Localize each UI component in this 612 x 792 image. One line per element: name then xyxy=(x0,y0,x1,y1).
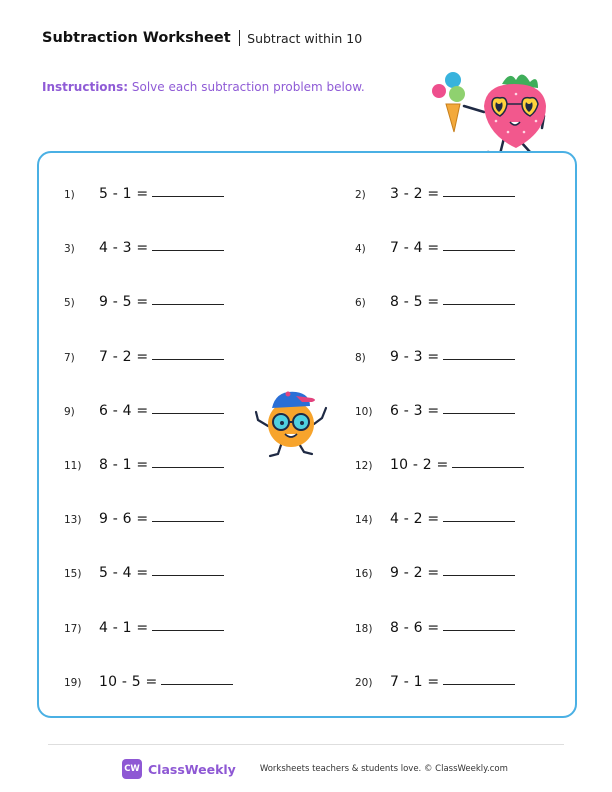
problem-expression: 9 - 6 = xyxy=(99,511,149,528)
footer-divider xyxy=(48,744,564,745)
answer-blank[interactable] xyxy=(452,467,524,468)
problem-number: 18) xyxy=(355,622,373,635)
problem-item xyxy=(64,349,224,365)
answer-blank[interactable] xyxy=(152,521,224,522)
problem-expression: 4 - 2 = xyxy=(390,511,440,528)
problem-expression: 9 - 3 = xyxy=(390,348,440,365)
problem-expression: 10 - 5 = xyxy=(99,673,158,690)
problem-item xyxy=(355,674,515,690)
instructions-label: Instructions: xyxy=(42,80,129,94)
problem-item xyxy=(64,620,224,636)
problem-expression: 10 - 2 = xyxy=(390,457,449,473)
problem-expression: 9 - 2 = xyxy=(390,565,440,582)
answer-blank[interactable] xyxy=(443,359,515,360)
answer-blank[interactable] xyxy=(152,304,224,305)
problem-expression: 7 - 2 = xyxy=(99,348,149,365)
problem-item xyxy=(64,511,224,527)
answer-blank[interactable] xyxy=(152,250,224,251)
problem-item xyxy=(355,620,515,636)
answer-blank[interactable] xyxy=(443,413,515,414)
instructions-text: Solve each subtraction problem below. xyxy=(128,80,365,94)
answer-blank[interactable] xyxy=(443,521,515,522)
answer-blank[interactable] xyxy=(152,359,224,360)
problem-item xyxy=(355,294,515,310)
answer-blank[interactable] xyxy=(152,413,224,414)
problem-item xyxy=(355,403,515,419)
problem-number: 12) xyxy=(355,460,373,472)
problem-item xyxy=(64,240,224,256)
problem-number: 14) xyxy=(355,514,373,527)
problem-expression: 8 - 6 = xyxy=(390,619,440,636)
problem-number: 16) xyxy=(355,568,373,581)
problem-item xyxy=(355,565,515,581)
problem-item xyxy=(64,565,224,581)
problem-expression: 7 - 4 = xyxy=(390,240,440,257)
problem-number: 11) xyxy=(64,460,82,472)
worksheet-header xyxy=(42,27,362,49)
answer-blank[interactable] xyxy=(443,575,515,576)
problem-number: 3) xyxy=(64,243,75,256)
answer-blank[interactable] xyxy=(443,250,515,251)
problem-item xyxy=(355,349,515,365)
problem-item xyxy=(355,511,515,527)
answer-blank[interactable] xyxy=(443,196,515,197)
problem-number: 6) xyxy=(355,297,366,310)
problem-expression: 3 - 2 = xyxy=(390,186,440,202)
problem-number: 2) xyxy=(355,189,366,201)
problem-number: 5) xyxy=(64,297,75,310)
answer-blank[interactable] xyxy=(443,630,515,631)
problem-number: 9) xyxy=(64,405,75,418)
title-divider xyxy=(239,30,241,46)
answer-blank[interactable] xyxy=(161,684,233,685)
instructions xyxy=(42,80,365,94)
problem-number: 10) xyxy=(355,405,373,418)
problem-expression: 4 - 3 = xyxy=(99,240,149,257)
problem-number: 4) xyxy=(355,243,366,256)
answer-blank[interactable] xyxy=(443,684,515,685)
classweekly-logo: CW xyxy=(122,759,142,779)
answer-blank[interactable] xyxy=(152,467,224,468)
problem-number: 17) xyxy=(64,622,82,635)
problem-number: 1) xyxy=(64,189,75,201)
answer-blank[interactable] xyxy=(152,196,224,197)
problem-expression: 6 - 4 = xyxy=(99,402,149,419)
problem-expression: 8 - 5 = xyxy=(390,294,440,311)
problem-number: 8) xyxy=(355,351,366,364)
problem-expression: 7 - 1 = xyxy=(390,673,440,690)
problem-expression: 9 - 5 = xyxy=(99,294,149,311)
problem-item xyxy=(355,457,524,473)
problem-number: 19) xyxy=(64,676,82,689)
problem-item xyxy=(355,186,515,202)
answer-blank[interactable] xyxy=(443,304,515,305)
orange-with-sunglasses-icon xyxy=(252,384,330,460)
worksheet-title: Subtraction Worksheet xyxy=(42,30,231,46)
footer-tagline: Worksheets teachers & students love. © ClassWeekly.com xyxy=(259,764,508,774)
problem-expression: 5 - 4 = xyxy=(99,565,149,582)
problem-item xyxy=(355,240,515,256)
worksheet-subtitle: Subtract within 10 xyxy=(247,30,363,46)
problem-item xyxy=(64,457,224,473)
answer-blank[interactable] xyxy=(152,630,224,631)
footer xyxy=(122,759,508,779)
answer-blank[interactable] xyxy=(152,575,224,576)
problem-expression: 8 - 1 = xyxy=(99,457,149,473)
problem-expression: 4 - 1 = xyxy=(99,619,149,636)
problem-item xyxy=(64,674,233,690)
problem-number: 13) xyxy=(64,514,82,527)
problem-expression: 6 - 3 = xyxy=(390,402,440,419)
problem-number: 15) xyxy=(64,568,82,581)
problem-number: 20) xyxy=(355,676,373,689)
problem-item xyxy=(64,186,224,202)
problem-item xyxy=(64,403,224,419)
problem-expression: 5 - 1 = xyxy=(99,186,149,202)
brand-name: ClassWeekly xyxy=(148,761,236,777)
problem-item xyxy=(64,294,224,310)
problem-number: 7) xyxy=(64,351,75,364)
